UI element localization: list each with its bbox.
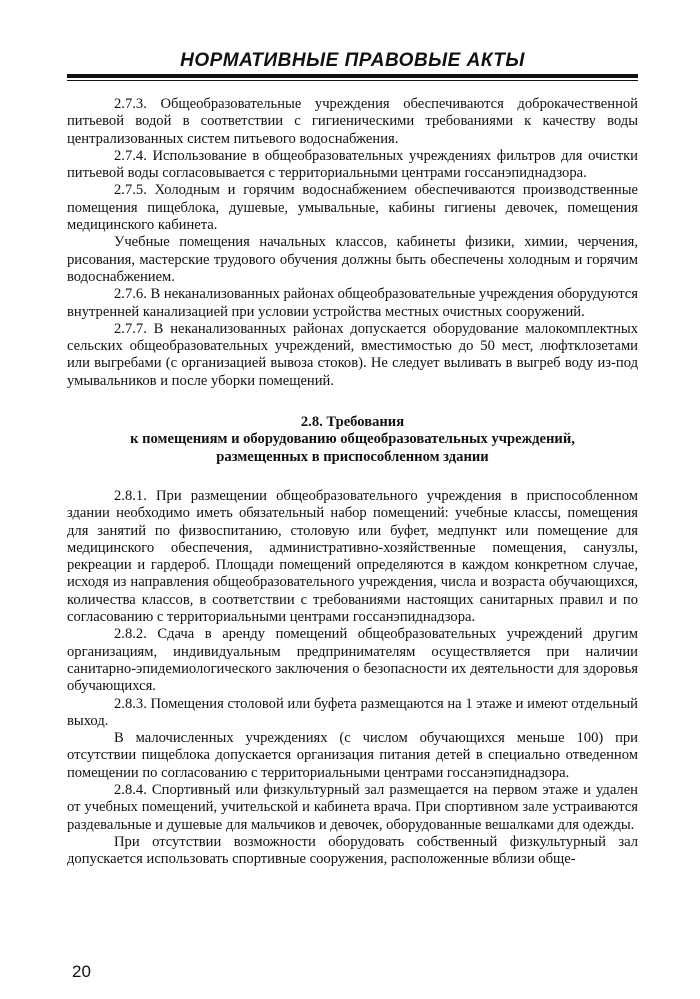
paragraph-2-8-4-cont: При отсутствии возможности оборудовать собственный физкультурный зал допускается использовать спортивные сооружения, расположенные вблизи обще- [67, 833, 638, 868]
paragraph-2-8-4: 2.8.4. Спортивный или физкультурный зал размещается на первом этаже и удален от учебных помещений, учительской и кабинета врача. При спортивном зале устраиваются раздевальные и душевые для мальчиков и девочек, оборудованные вешалками для одежды. [67, 781, 638, 833]
page-body [67, 96, 638, 868]
section-heading-line-1: 2.8. Требования [300, 414, 405, 431]
paragraph-2-7-7: 2.7.7. В неканализованных районах допускается оборудование малокомплектных сельских общеобразовательных учреждений, вместимостью до 50 мест, люфтклозетами или выгребами (с организацией вывоза стоков). Не следует выливать в выгреб воду из-под умывальников и после уборки помещений. [67, 320, 638, 389]
running-header-title: НОРМАТИВНЫЕ ПРАВОВЫЕ АКТЫ [180, 50, 525, 71]
paragraph-2-8-3: 2.8.3. Помещения столовой или буфета размещаются на 1 этаже и имеют отдельный выход. [67, 695, 638, 729]
section-heading-line-2: к помещениям и оборудованию общеобразовательных учреждений, [130, 431, 575, 448]
section-heading-2-8 [67, 414, 638, 466]
header-rule-thin [67, 80, 638, 81]
running-header [67, 50, 638, 72]
paragraph-2-7-5: 2.7.5. Холодным и горячим водоснабжением обеспечиваются производственные помещения пищеблока, душевые, умывальные, кабины гигиены девочек, помещения медицинского кабинета. [67, 182, 638, 234]
paragraph-2-7-4: 2.7.4. Использование в общеобразовательных учреждениях фильтров для очистки питьевой воды согласовывается с территориальными центрами госсанэпиднадзора. [67, 147, 638, 182]
paragraph-2-7-5-cont: Учебные помещения начальных классов, кабинеты физики, химии, черчения, рисования, мастерские трудового обучения должны быть обеспечены холодным и горячим водоснабжением. [67, 234, 638, 285]
section-heading-line-3: размещенных в приспособленном здании [216, 448, 489, 465]
paragraph-2-8-2: 2.8.2. Сдача в аренду помещений общеобразовательных учреждений другим организациям, индивидуальным предпринимателям осуществляется при наличии санитарно-эпидемиологического заключения о безопасности их деятельности для здоровья обучающихся. [67, 626, 638, 695]
paragraph-2-8-1: 2.8.1. При размещении общеобразовательного учреждения в приспособленном здании необходимо иметь обязательный набор помещений: учебные классы, помещения для занятий по физвоспитанию, столовую или буфет, медпункт или помещение для медицинского обеспечения, административно-хозяйственные помещения, санузлы, рекреации и гардероб. Площади помещений определяются в каждом конкретном случае, исходя из направления общеобразовательного учреждения, числа и возраста обучающихся, количества классов, в соответствии с требованиями настоящих санитарных правил и по согласованию с территориальными центрами госсанэпиднадзора. [67, 487, 638, 626]
paragraph-2-7-3: 2.7.3. Общеобразовательные учреждения обеспечиваются доброкачественной питьевой водой в соответствии с гигиеническими требованиями к качеству воды централизованных систем питьевого водоснабжения. [67, 96, 638, 147]
paragraph-2-8-3-cont: В малочисленных учреждениях (с числом обучающихся меньше 100) при отсутствии пищеблока допускается организация питания детей в специально отведенном помещении по согласованию с территориальными центрами госсанэпиднадзора. [67, 730, 638, 781]
page-number: 20 [72, 962, 91, 981]
header-rule-thick [67, 74, 638, 78]
paragraph-2-7-6: 2.7.6. В неканализованных районах общеобразовательные учреждения оборудуются внутренней канализацией при условии устройства местных очистных сооружений. [67, 286, 638, 320]
